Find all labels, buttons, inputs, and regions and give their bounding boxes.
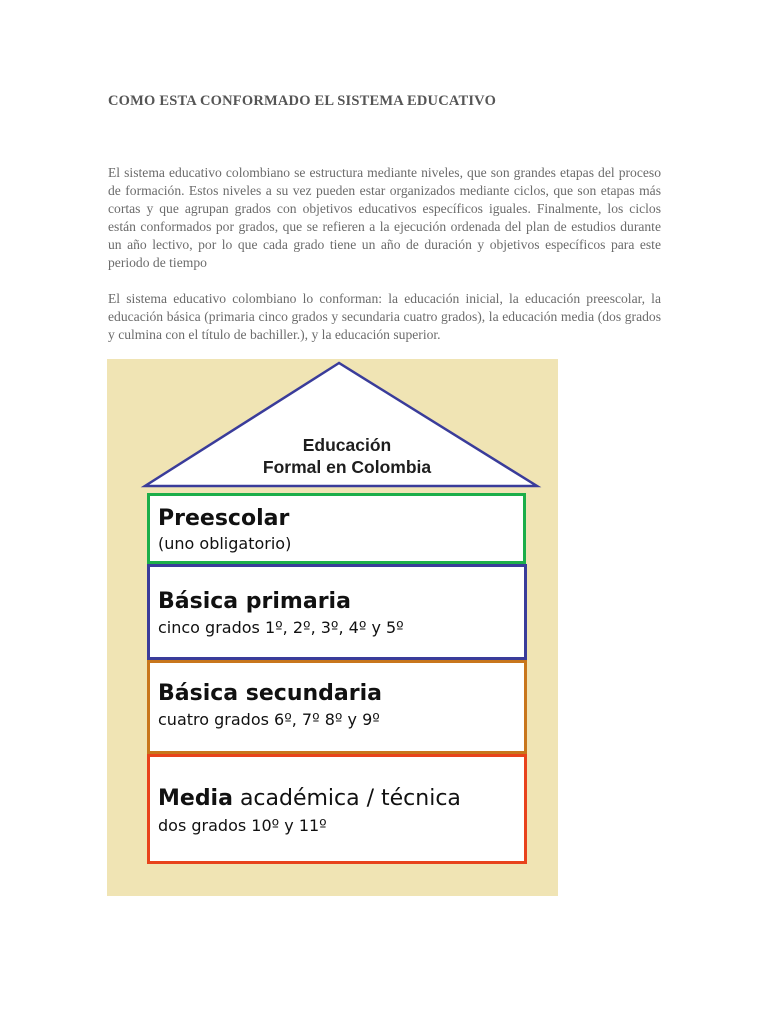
education-house-figure <box>107 359 558 896</box>
level-subtitle: dos grados 10º y 11º <box>158 816 327 835</box>
level-name: Media académica / técnica <box>158 786 461 811</box>
level-name: Básica secundaria <box>158 681 383 706</box>
level-name: Preescolar <box>158 506 290 531</box>
level-subtitle: cuatro grados 6º, 7º 8º y 9º <box>158 710 380 729</box>
level-basica-secundaria <box>147 660 527 754</box>
paragraph-components: El sistema educativo colombiano lo conforman: la educación inicial, la educación preescolar, la educación básica (primaria cinco grados y secundaria cuatro grados), la educación media (dos grados y culmina con el título de bachiller.), y la educación superior. <box>108 291 661 342</box>
level-subtitle: (uno obligatorio) <box>158 534 292 553</box>
level-preescolar <box>147 493 526 564</box>
roof-title-line-2: Formal en Colombia <box>262 457 432 477</box>
level-basica-primaria <box>147 564 527 660</box>
roof-title-line-1: Educación <box>302 435 392 455</box>
level-subtitle: cinco grados 1º, 2º, 3º, 4º y 5º <box>158 618 404 637</box>
level-media <box>147 754 527 864</box>
level-name: Básica primaria <box>158 589 351 614</box>
paragraph-structure: El sistema educativo colombiano se estructura mediante niveles, que son grandes etapas del proceso de formación. Estos niveles a su vez pueden estar organizados mediante ciclos, que son etapas más cortas y que agrupan grados con objetivos educativos específicos iguales. Finalmente, los ciclos están conformados por grados, que se refieren a la ejecución ordenada del plan de estudios durante un año lectivo, por lo que cada grado tiene un año de duración y objetivos específicos para este periodo de tiempo <box>108 165 661 270</box>
document-title: COMO ESTA CONFORMADO EL SISTEMA EDUCATIVO <box>108 93 497 109</box>
